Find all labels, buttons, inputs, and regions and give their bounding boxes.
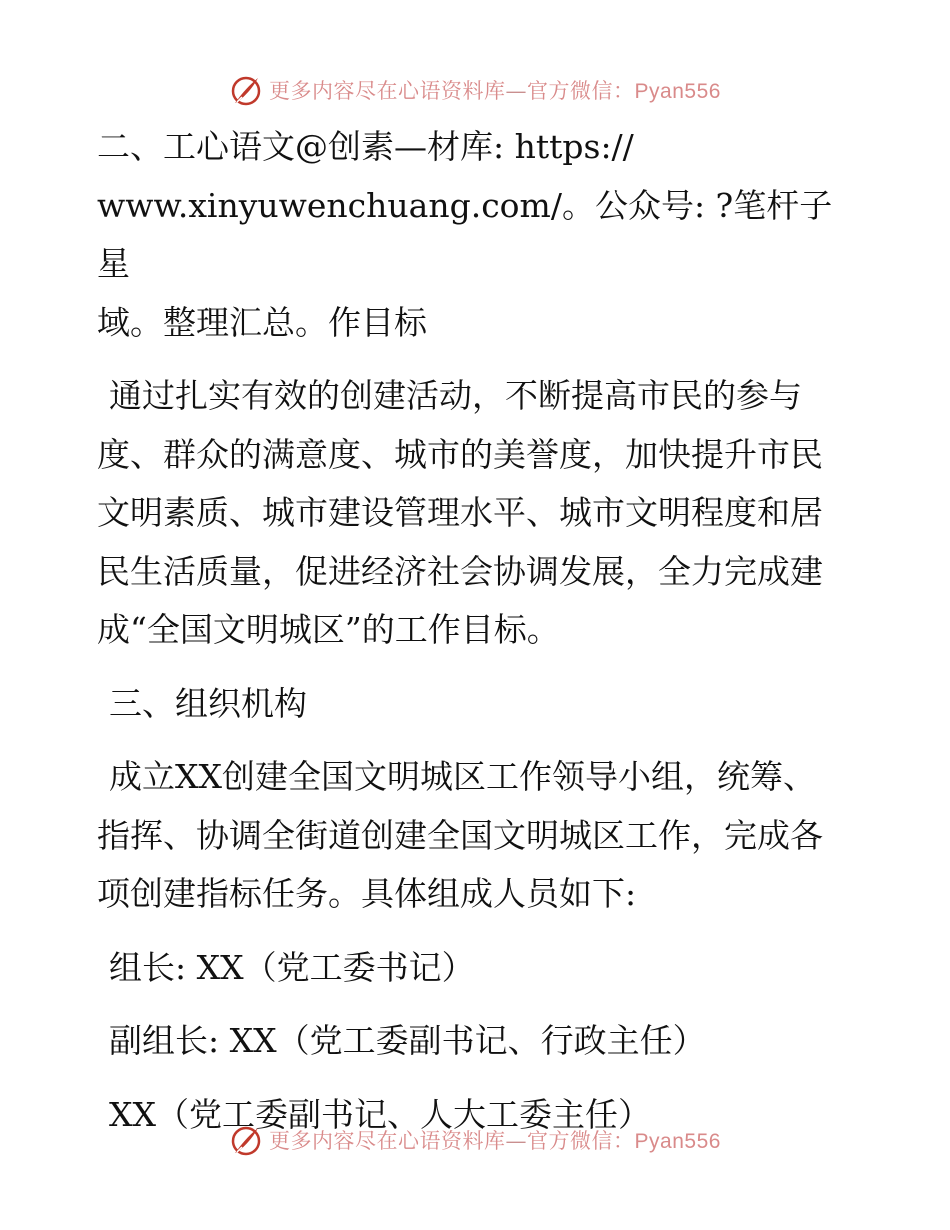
header-banner [0,70,950,110]
member-line: XX（党工委副书记、人大工委主任） [109,1094,651,1134]
leader-line: 组长: XX（党工委书记） [109,947,475,987]
header-banner-wechat: 官方微信：Pyan556 [527,80,721,103]
header-banner-text: 更多内容尽在心语资料库 [269,79,506,103]
footer-banner-text: 更多内容尽在心语资料库 [269,1129,506,1153]
footer-banner-separator: — [505,1129,528,1153]
goal-paragraph: 通过扎实有效的创建活动，不断提高市民的参与 度、群众的满意度、城市的美誉度，加快提升市民 文明素质、城市建设管理水平、城市文明程度和居 民生活质量，促进经济社会协调发展，全力完成建 成“全国文明城区”的工作目标。 [97,376,823,649]
footer-banner [0,1120,950,1160]
section-two-heading-paragraph: 二、工心语文@创素—材库: https:// www.xinyuwenchuang.com/。公众号: ?笔杆子星 域。整理汇总。作目标 [97,127,833,342]
quill-pen-logo-icon [229,1123,263,1157]
deputy-leader-line: 副组长: XX（党工委副书记、行政主任） [109,1021,706,1060]
header-banner-separator: — [505,79,528,103]
section-three-heading: 三、组织机构 [109,683,307,723]
footer-banner-wechat: 官方微信：Pyan556 [527,1130,721,1153]
document-body [97,118,857,1159]
quill-pen-logo-icon [229,73,263,107]
organization-paragraph: 成立XX创建全国文明城区工作领导小组，统筹、 指挥、协调全街道创建全国文明城区工作，完成各 项创建指标任务。具体组成人员如下: [97,757,823,913]
